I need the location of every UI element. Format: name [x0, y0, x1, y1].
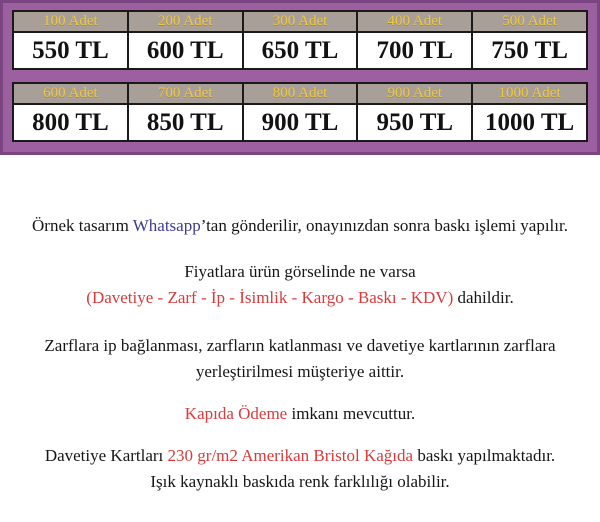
- price-cell: 650 TL: [243, 32, 358, 69]
- info-notes: [0, 155, 600, 495]
- note-line: [0, 443, 600, 469]
- note-text: baskı yapılmaktadır.: [413, 446, 556, 465]
- price-row: [13, 104, 587, 141]
- note-paper-quality: [0, 443, 600, 495]
- note-text: yerleştirilmesi müşteriye aittir.: [195, 362, 405, 381]
- note-text: Işık kaynaklı baskıda renk farklılığı olabilir.: [150, 472, 450, 491]
- note-customer-responsibility: [0, 333, 600, 385]
- price-row: [13, 32, 587, 69]
- quantity-cell: 300 Adet: [243, 11, 358, 32]
- included-items-text: (Davetiye - Zarf - İp - İsimlik - Kargo - Baskı - KDV): [86, 288, 454, 307]
- price-table-2: [12, 82, 588, 142]
- price-cell: 750 TL: [472, 32, 587, 69]
- quantity-cell: 400 Adet: [357, 11, 472, 32]
- quantity-cell: 900 Adet: [357, 83, 472, 104]
- price-cell: 700 TL: [357, 32, 472, 69]
- quantity-cell: 500 Adet: [472, 11, 587, 32]
- quantity-cell: 700 Adet: [128, 83, 243, 104]
- price-cell: 850 TL: [128, 104, 243, 141]
- whatsapp-text: Whatsapp: [132, 216, 201, 235]
- quantity-cell: 200 Adet: [128, 11, 243, 32]
- pricing-banner: [0, 0, 600, 155]
- price-cell: 900 TL: [243, 104, 358, 141]
- note-text: Davetiye Kartları: [44, 446, 168, 465]
- note-payment: [0, 401, 600, 427]
- paper-spec-text: 230 gr/m2 Amerikan Bristol Kağıda: [167, 446, 414, 465]
- note-text: Örnek tasarım: [32, 216, 133, 235]
- price-cell: 600 TL: [128, 32, 243, 69]
- price-cell: 1000 TL: [472, 104, 587, 141]
- quantity-cell: 600 Adet: [13, 83, 128, 104]
- note-text: Zarflara ip bağlanması, zarfların katlanması ve davetiye kartlarının zarflara: [44, 336, 556, 355]
- quantity-header-row: [13, 83, 587, 104]
- price-cell: 550 TL: [13, 32, 128, 69]
- quantity-header-row: [13, 11, 587, 32]
- quantity-cell: 100 Adet: [13, 11, 128, 32]
- note-price-includes: [0, 259, 600, 311]
- cash-on-delivery-text: Kapıda Ödeme: [184, 404, 288, 423]
- note-text: ’tan gönderilir, onayınızdan sonra baskı işlemi yapılır.: [200, 216, 568, 235]
- note-line: [0, 285, 600, 311]
- price-cell: 800 TL: [13, 104, 128, 141]
- note-text: imkanı mevcuttur.: [287, 404, 416, 423]
- quantity-cell: 1000 Adet: [472, 83, 587, 104]
- note-text: Fiyatlara ürün görselinde ne varsa: [184, 262, 416, 281]
- price-table-1: [12, 10, 588, 70]
- note-text: dahildir.: [453, 288, 514, 307]
- price-cell: 950 TL: [357, 104, 472, 141]
- quantity-cell: 800 Adet: [243, 83, 358, 104]
- note-sample-design: [0, 213, 600, 239]
